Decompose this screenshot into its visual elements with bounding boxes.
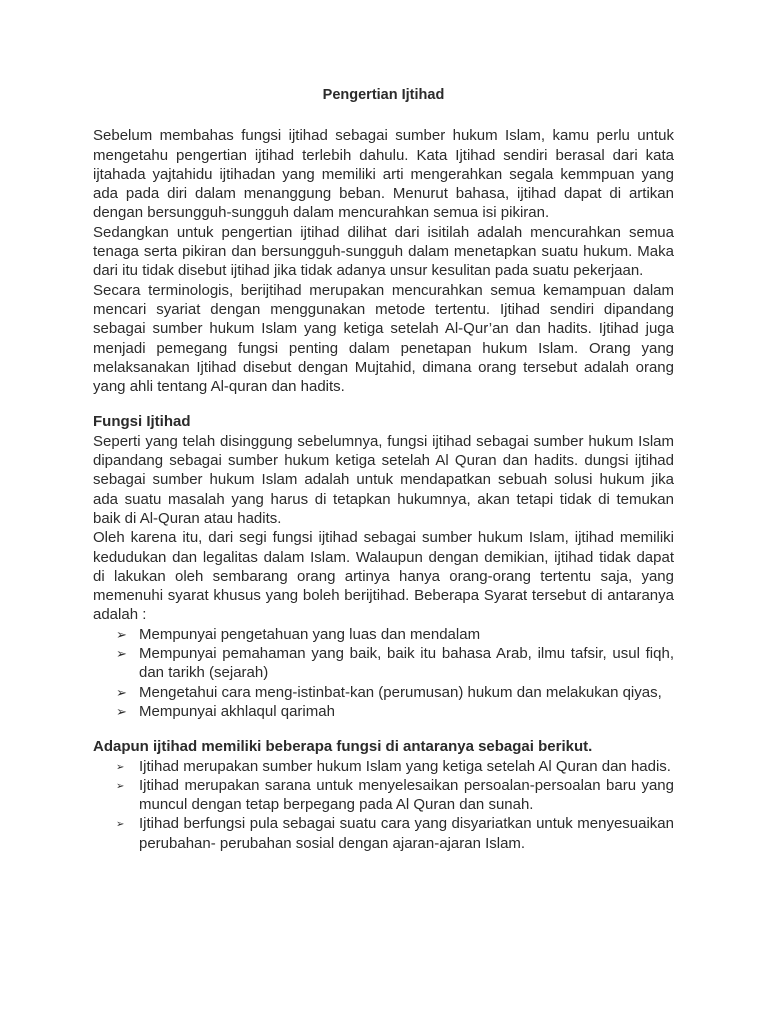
document-page — [93, 86, 674, 853]
list-item-text: Mempunyai akhlaqul qarimah — [139, 702, 335, 720]
intro-paragraph-1: Sebelum membahas fungsi ijtihad sebagai sumber hukum Islam, kamu perlu untuk mengetahu pengertian ijtihad terlebih dahulu. Kata Ijtihad sendiri berasal dari kata ijtahada yajtahidu ijtihadan yang memiliki arti mengerahkan segala kemmpuan yang ada pada diri dalam menanggung beban. Menurut bahasa, ijtihad dapat di artikan dengan bersungguh-sungguh dalam mencurahkan semua isi pikiran. — [93, 127, 674, 222]
intro-paragraph-3: Secara terminologis, berijtihad merupakan mencurahkan semua kemampuan dalam mencari syariat dengan menggunakan metode tertentu. Ijtihad sendiri dipandang sebagai sumber hukum Islam yang ketiga setelah Al-Qur’an dan hadits. Ijtihad juga menjadi pemegang fungsi penting dalam penetapan hukum Islam. Orang yang melaksanakan Ijtihad disebut dengan Mujtahid, dimana orang tersebut adalah orang yang ahli tentang Al-quran dan hadits. — [93, 281, 674, 396]
adapun-section — [93, 737, 674, 853]
arrow-bullet-icon: ➢ — [116, 626, 127, 642]
fungsi-heading: Fungsi Ijtihad — [93, 413, 191, 431]
fungsi-paragraph-1: Seperti yang telah disinggung sebelumnya, fungsi ijtihad sebagai sumber hukum Islam dipandang sebagai sumber hukum ketiga setelah Al Quran dan hadits. dungsi ijtihad sebagai sumber hukum Islam adalah untuk mendapatkan sebuah solusi hukum jika ada suatu masalah yang harus di tetapkan hukumnya, akan tetapi tidak di temukan baik di Al-Quran atau hadits. — [93, 432, 674, 527]
list-item-text: Ijtihad berfungsi pula sebagai suatu cara yang disyariatkan untuk menyesuaikan perubahan- perubahan sosial dengan ajaran-ajaran Islam. — [139, 815, 674, 852]
list-item-text: Mempunyai pengetahuan yang luas dan mendalam — [139, 625, 481, 643]
list-item — [93, 702, 674, 721]
list-item — [93, 814, 674, 853]
section-gap — [93, 721, 674, 737]
arrow-bullet-icon: ➢ — [116, 761, 125, 773]
list-item — [93, 757, 674, 776]
adapun-heading: Adapun ijtihad memiliki beberapa fungsi di antaranya sebagai berikut. — [93, 738, 593, 756]
arrow-bullet-icon: ➢ — [116, 819, 125, 831]
intro-paragraph-2: Sedangkan untuk pengertian ijtihad dilihat dari isitilah adalah mencurahkan semua tenaga serta pikiran dan bersungguh-sungguh dalam menetapkan suatu hukum. Maka dari itu tidak disebut ijtihad jika tidak adanya unsur kesulitan pada suatu pekerjaan. — [93, 223, 674, 280]
arrow-bullet-icon: ➢ — [116, 703, 127, 719]
requirements-list — [93, 625, 674, 721]
arrow-bullet-icon: ➢ — [116, 646, 127, 662]
functions-list — [93, 757, 674, 853]
list-item-text: Ijtihad merupakan sumber hukum Islam yang ketiga setelah Al Quran dan hadis. — [139, 757, 671, 775]
arrow-bullet-icon: ➢ — [116, 780, 125, 792]
intro-section — [93, 126, 674, 396]
list-item-text: Mengetahui cara meng-istinbat-kan (perumusan) hukum dan melakukan qiyas, — [139, 683, 662, 701]
list-item-text: Mempunyai pemahaman yang baik, baik itu bahasa Arab, ilmu tafsir, usul fiqh, dan tarikh (sejarah) — [139, 645, 674, 682]
section-gap — [93, 396, 674, 412]
fungsi-section — [93, 412, 674, 721]
arrow-bullet-icon: ➢ — [116, 684, 127, 700]
document-title: Pengertian Ijtihad — [322, 87, 445, 103]
list-item-text: Ijtihad merupakan sarana untuk menyelesaikan persoalan-persoalan baru yang muncul dengan tetap berpegang pada Al Quran dan sunah. — [139, 776, 674, 814]
list-item — [93, 776, 674, 815]
fungsi-paragraph-2: Oleh karena itu, dari segi fungsi ijtihad sebagai sumber hukum Islam, ijtihad memiliki kedudukan dan legalitas dalam Islam. Walaupun dengan demikian, ijtihad tidak dapat di lakukan oleh sembarang orang artinya hanya orang-orang tertentu saja, yang memenuhi syarat khusus yang boleh berijtihad. Beberapa Syarat tersebut di antaranya adalah : — [93, 529, 674, 624]
list-item — [93, 683, 674, 702]
list-item — [93, 644, 674, 683]
list-item — [93, 625, 674, 644]
